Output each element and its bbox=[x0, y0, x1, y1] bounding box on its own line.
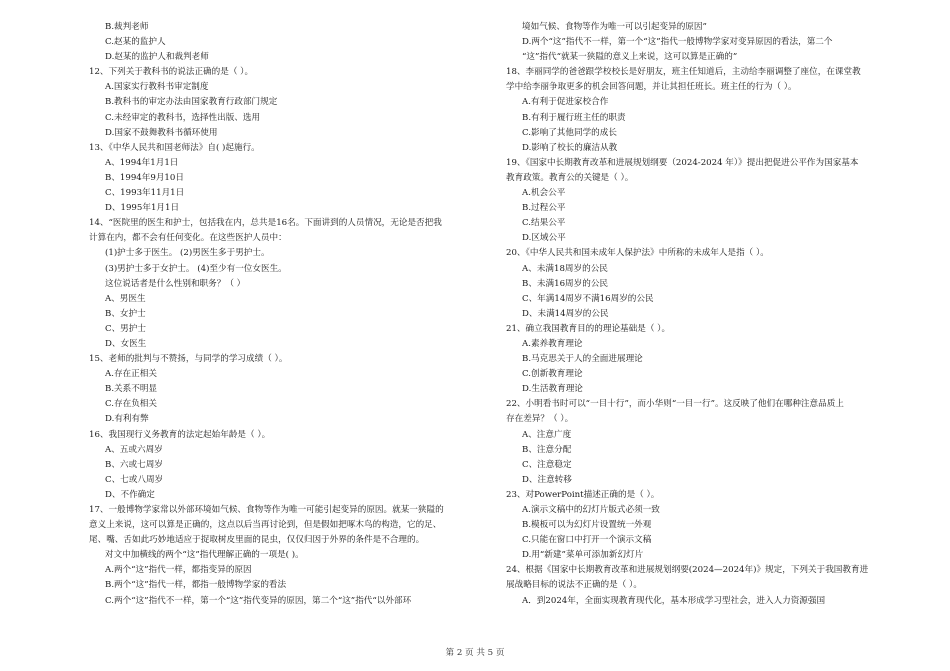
question-line: 20、《中华人民共和国未成年人保护法》中所称的未成年人是指（ ）。 bbox=[506, 248, 769, 259]
option-line: C.两个“这”指代不一样，第一个“这”指代变异的原因，第二个“这”指代“以外部环 bbox=[105, 595, 412, 606]
option-line: D.生活教育理论 bbox=[522, 384, 583, 395]
option-line: C、年满14周岁不满16周岁的公民 bbox=[522, 293, 654, 304]
option-line: D.两个“这”指代不一样，第一个“这”指代一般博物学家对变异原因的看法，第二个 bbox=[522, 37, 833, 48]
option-line: D、注意转移 bbox=[522, 474, 572, 485]
option-line: B.马克思关于人的全面进展理论 bbox=[522, 354, 643, 365]
option-line: D.国家不鼓舞教科书循环使用 bbox=[105, 127, 218, 138]
option-line: (3)男护士多于女护士。 (4)至少有一位女医生。 bbox=[105, 263, 287, 274]
question-line: 21、确立我国教育目的的理论基础是（ ）。 bbox=[506, 323, 671, 334]
option-line: C.结果公平 bbox=[522, 218, 566, 229]
option-line: A.存在正相关 bbox=[105, 369, 157, 380]
option-line: B.模板可以为幻灯片设置统一外观 bbox=[522, 520, 652, 531]
question-line: 存在差异？（ ）。 bbox=[506, 414, 574, 425]
option-line: B.有利于履行班主任的职责 bbox=[522, 112, 626, 123]
option-line: C、注意稳定 bbox=[522, 459, 572, 470]
right-column bbox=[506, 20, 901, 609]
question-line: 22、小明看书时可以“一目十行”，而小华则“一目一行”。这反映了他们在哪种注意品质上 bbox=[506, 399, 844, 410]
option-line: D、1995年1月1日 bbox=[105, 203, 180, 214]
question-line: 19、《国家中长期教育改革和进展规划纲要（2024-2024 年）》提出把促进公平作为国家基本 bbox=[506, 157, 859, 168]
question-line: 尾、嘴、舌如此巧妙地适应于捉取树皮里面的昆虫，仅仅归因于外界的条件是不合理的。 bbox=[89, 535, 425, 546]
option-line: A、注意广度 bbox=[522, 429, 572, 440]
option-line: A.素养教育理论 bbox=[522, 338, 583, 349]
option-line: D.用“新建”菜单可添加新幻灯片 bbox=[522, 550, 644, 561]
option-line: A.两个“这”指代一样，都指变异的原因 bbox=[105, 565, 252, 576]
question-line: 17、一般博物学家常以外部环境如气候、食物等作为唯一可能引起变异的原因。就某一狭隘的 bbox=[89, 505, 444, 515]
left-column bbox=[89, 20, 489, 609]
option-line: A.有利于促进家校合作 bbox=[522, 97, 609, 108]
page-footer: 第 2 页 共 5 页 bbox=[445, 648, 505, 658]
question-line: 展战略目标的说法不正确的是（ ）。 bbox=[506, 580, 642, 591]
option-line: A、五或六周岁 bbox=[105, 444, 163, 455]
option-line: D、女医生 bbox=[105, 338, 147, 349]
option-line: A、未满18周岁的公民 bbox=[522, 263, 608, 274]
option-line: B.关系不明显 bbox=[105, 384, 158, 395]
question-line: 教育政策。教育公的关键是（ ）。 bbox=[506, 172, 634, 183]
option-line: 这位说话者是什么性别和职务？（ ） bbox=[105, 278, 246, 289]
question-line: 学中给李丽争取更多的机会回答问题，并让其担任班长。班主任的行为（ ）。 bbox=[506, 82, 797, 93]
option-line: A.国家实行教科书审定制度 bbox=[105, 82, 209, 93]
option-line: B、六或七周岁 bbox=[105, 459, 163, 470]
option-line: D.影响了校长的廉洁从教 bbox=[522, 142, 618, 153]
question-line: 15、老师的批判与不赞扬，与同学的学习成绩（ ）。 bbox=[89, 354, 288, 365]
question-line: 14、“医院里的医生和护士，包括我在内，总共是16名。下面讲到的人员情况，无论是否把我 bbox=[89, 218, 442, 229]
option-line: C.影响了其他同学的成长 bbox=[522, 127, 617, 138]
question-line: 13、《中华人民共和国老师法》自( )起施行。 bbox=[89, 142, 260, 153]
option-line: A.演示文稿中的幻灯片版式必须一致 bbox=[522, 505, 660, 515]
option-line: B、未满16周岁的公民 bbox=[522, 278, 609, 289]
option-line: A、1994年1月1日 bbox=[105, 157, 179, 168]
option-line: D、不作确定 bbox=[105, 489, 155, 500]
question-line: 24、根据《国家中长期教育改革和进展规划纲要(2024—2024年)》规定，下列关于我国教育进 bbox=[506, 565, 869, 576]
question-line: 12、下列关于教科书的说法正确的是（ ）。 bbox=[89, 67, 254, 78]
question-line: 意义上来说，这可以算是正确的，这点以后当再讨论到，但是假如把啄木鸟的构造，它的足、 bbox=[89, 520, 442, 531]
option-line: C、1993年11月1日 bbox=[105, 188, 185, 199]
option-line: B、女护士 bbox=[105, 308, 146, 319]
question-line: 23、对PowerPoint描述正确的是（ ）。 bbox=[506, 489, 660, 500]
option-line: A.机会公平 bbox=[522, 188, 566, 199]
option-line: B.教科书的审定办法由国家教育行政部门规定 bbox=[105, 97, 278, 108]
option-line: “这”指代“就某一狭隘的意义上来说，这可以算是正确的” bbox=[522, 52, 738, 63]
option-line: B.过程公平 bbox=[522, 203, 566, 214]
option-line: C.存在负相关 bbox=[105, 399, 157, 410]
option-line: C.未经审定的教科书，选择性出版、选用 bbox=[105, 112, 261, 123]
option-line: B.裁判老师 bbox=[105, 22, 149, 32]
option-line: C.只能在窗口中打开一个演示文稿 bbox=[522, 535, 652, 546]
option-line: D、未满14周岁的公民 bbox=[522, 308, 609, 319]
option-line: C、七或八周岁 bbox=[105, 474, 164, 485]
question-line: 18、李丽同学的爸爸跟学校校长是好朋友，班主任知道后，主动给李丽调整了座位，在课堂教 bbox=[506, 67, 861, 78]
option-line: (1)护士多于医生。 (2)男医生多于男护士。 bbox=[105, 248, 270, 259]
option-line: D.区域公平 bbox=[522, 233, 566, 244]
option-line: 对文中加横线的两个“这”指代理解正确的一项是( )。 bbox=[105, 550, 304, 561]
continuation-line: 境如气候、食物等作为唯一可以引起变异的原因” bbox=[522, 22, 707, 32]
option-line: D.赵某的监护人和裁判老师 bbox=[105, 52, 209, 63]
option-line: C、男护士 bbox=[105, 323, 146, 334]
option-line: C.创新教育理论 bbox=[522, 369, 583, 380]
option-line: C.赵某的监护人 bbox=[105, 37, 166, 48]
option-line: D.有利有弊 bbox=[105, 414, 149, 425]
option-line: B.两个“这”指代一样，都指一般博物学家的看法 bbox=[105, 580, 287, 591]
option-line: A、男医生 bbox=[105, 293, 146, 304]
option-line: A．到2024年，全面实现教育现代化，基本形成学习型社会，进入人力资源强国 bbox=[522, 595, 826, 606]
option-line: B、1994年9月10日 bbox=[105, 172, 184, 183]
question-line: 计算在内，都不会有任何变化。在这些医护人员中： bbox=[89, 233, 287, 244]
question-line: 16、我国现行义务教育的法定起始年龄是（ ）。 bbox=[89, 429, 271, 440]
option-line: B、注意分配 bbox=[522, 444, 572, 455]
